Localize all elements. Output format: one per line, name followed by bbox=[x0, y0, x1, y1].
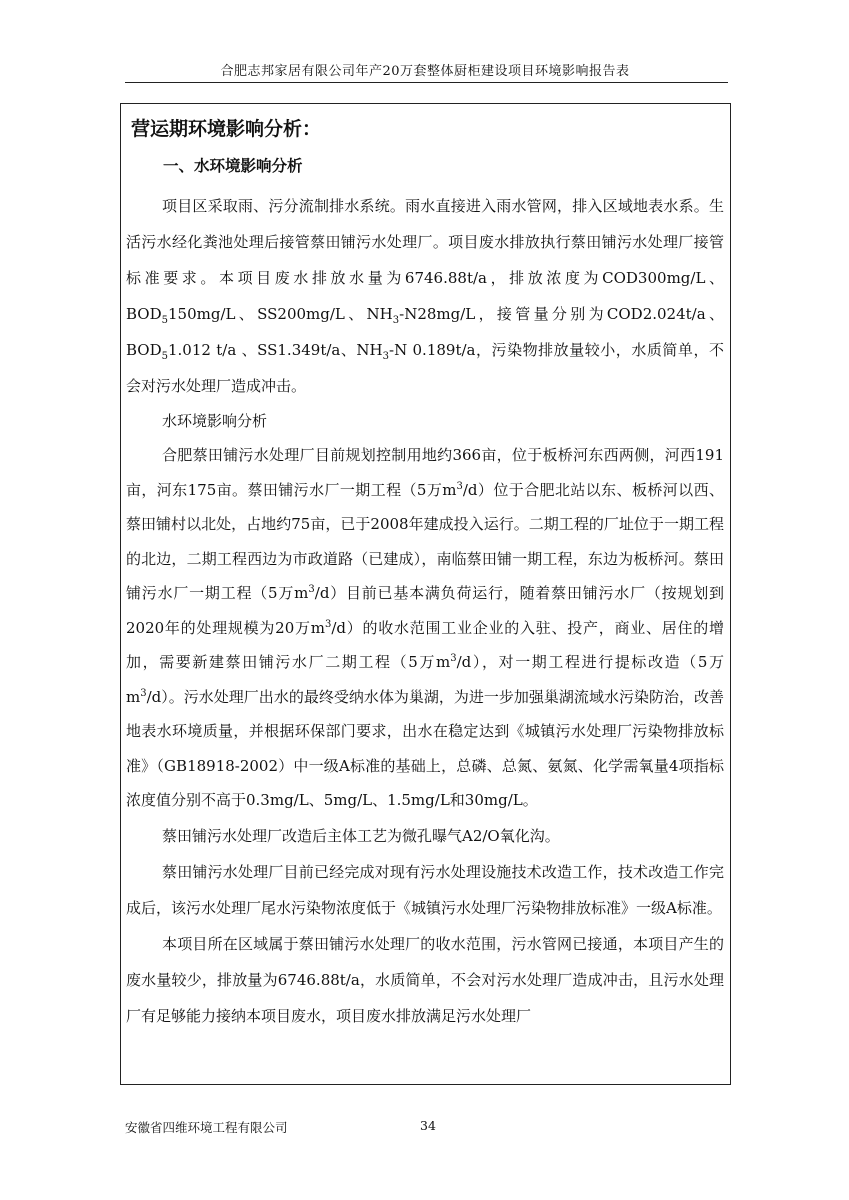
paragraph-conclusion: 本项目所在区域属于蔡田铺污水处理厂的收水范围，污水管网已接通，本项目产生的废水量较少，排放量为6746.88t/a，水质简单，不会对污水处理厂造成冲击，且污水处理厂有足够能力接纳本项目废水，项目废水排放满足污水处理厂 bbox=[126, 934, 724, 1025]
paragraph-plant-overview: 合肥蔡田铺污水处理厂目前规划控制用地约366亩，位于板桥河东西两侧，河西191亩，河东175亩。蔡田铺污水厂一期工程（5万$m^3/d$）位于合肥北站以东、板桥河以西、蔡田铺村以北处，占地约75亩，已于2008年建成投入运行。二期工程的厂址位于一期工程的北边，二期工程西边为市政道路（已建成），南临蔡田铺一期工程，东边为板桥河。蔡田铺污水厂一期工程（5万$m^3/d$）目前已基本满负荷运行，随着蔡田铺污水厂（按规划到2020年的处理规模为20万$m^3/d$）的收水范围工业企业的入驻、投产，商业、居住的增加，需要新建蔡田铺污水厂二期工程（5万$m^3/d$），对一期工程进行提标改造（5万$m^3/d$）。污水处理厂出水的最终受纳水体为巢湖，为进一步加强巢湖流域水污染防治，改善地表水环境质量，并根据环保部门要求，出水在稳定达到《城镇污水处理厂污染物排放标准》（GB18918-2002）中一级A标准的基础上，总磷、总氮、氨氮、化学需氧量4项指标浓度值分别不高于0.3mg/L、5mg/L、1.5mg/L和30mg/L。 bbox=[126, 446, 724, 809]
paragraph-upgrade: 蔡田铺污水处理厂目前已经完成对现有污水处理设施技术改造工作，技术改造工作完成后，该污水处理厂尾水污染物浓度低于《城镇污水处理厂污染物排放标准》一级A标准。 bbox=[126, 862, 724, 917]
page-header: 合肥志邦家居有限公司年产20万套整体厨柜建设项目环境影响报告表 bbox=[220, 64, 630, 79]
main-content bbox=[126, 110, 724, 1034]
header-divider bbox=[125, 82, 728, 83]
page-number: 34 bbox=[420, 1118, 436, 1133]
paragraph-drainage: 项目区采取雨、污分流制排水系统。雨水直接进入雨水管网，排入区域地表水系。生活污水经化粪池处理后接管蔡田铺污水处理厂。项目废水排放执行蔡田铺污水处理厂接管标准要求。本项目废水排放水量为6746.88t/a，排放浓度为COD300mg/L、$BOD_5150mg/L$、SS200mg/L、$NH_3-N28mg/L$，接管量分别为COD2.024t/a、$BOD_51.012$ t/a 、SS1.349t/a、$NH_3-N$ 0.189t/a，污染物排放量较小，水质简单，不会对污水处理厂造成冲击。 bbox=[126, 197, 725, 395]
section-title: 营运期环境影响分析： bbox=[131, 118, 322, 140]
footer-company: 安徽省四维环境工程有限公司 bbox=[125, 1120, 288, 1135]
subsection-title: 一、水环境影响分析 bbox=[163, 157, 303, 175]
paragraph-process: 蔡田铺污水处理厂改造后主体工艺为微孔曝气A2/O氧化沟。 bbox=[162, 826, 560, 845]
paragraph-subheading: 水环境影响分析 bbox=[162, 412, 268, 430]
